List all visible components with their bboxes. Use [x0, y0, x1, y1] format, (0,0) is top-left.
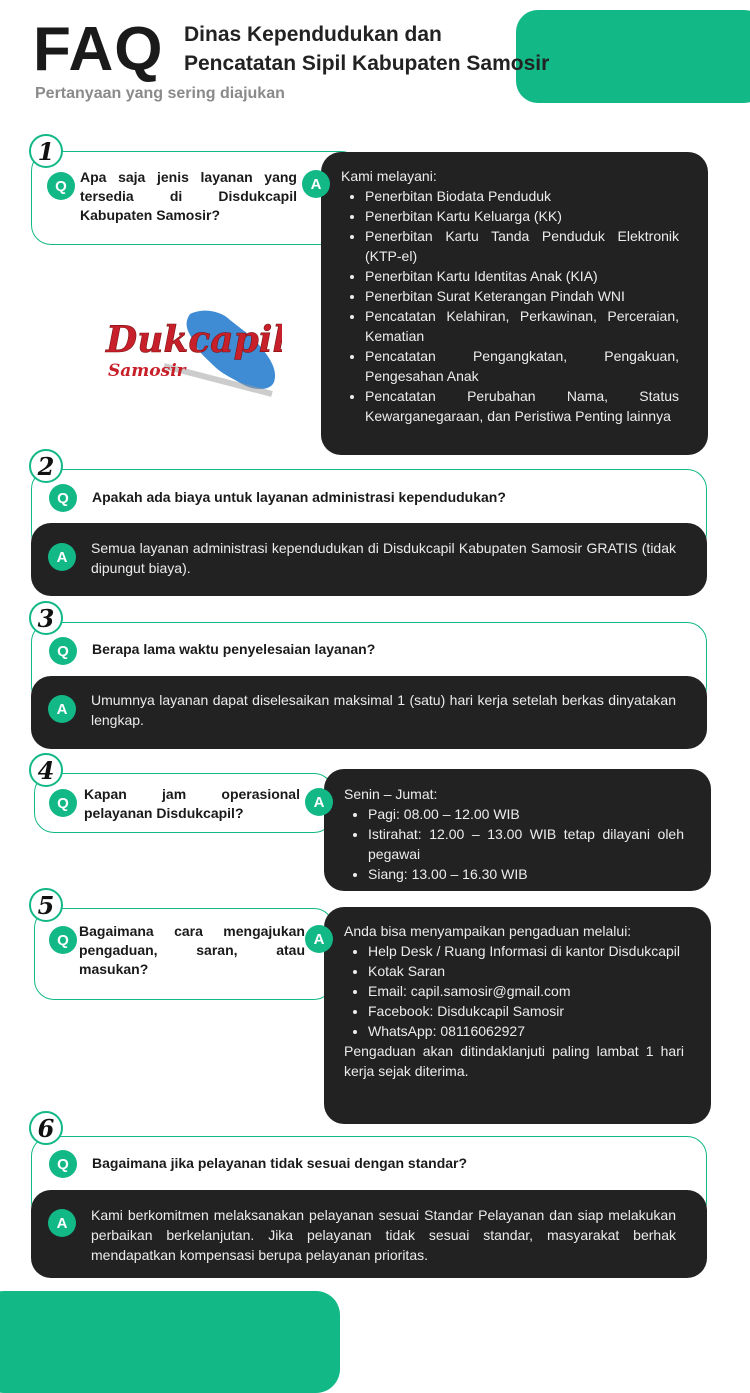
faq-3-question: Berapa lama waktu penyelesaian layanan? — [92, 641, 376, 657]
faq-5-number-icon: 5 — [29, 888, 63, 922]
list-item: • Pencatatan Pengangkatan, Pengakuan, Pengesahan Anak — [365, 346, 679, 386]
dukcapil-logo — [102, 306, 282, 398]
faq-6-question: Bagaimana jika pelayanan tidak sesuai dengan standar? — [92, 1155, 468, 1171]
faq-5-answer-list — [344, 941, 684, 1041]
faq-4-answer — [344, 784, 684, 884]
faq-2-answer: Semua layanan administrasi kependudukan di Disdukcapil Kabupaten Samosir GRATIS (tidak dipungut biaya). — [91, 540, 676, 576]
question-icon: Q — [49, 637, 77, 665]
faq-4-number-icon: 4 — [29, 753, 63, 787]
page-subtitle: Pertanyaan yang sering diajukan — [35, 85, 285, 102]
organization-name — [184, 20, 549, 78]
header-green-block — [516, 10, 750, 103]
faq-5-answer-intro: Anda bisa menyampaikan pengaduan melalui: — [344, 923, 632, 939]
list-item: • Pencatatan Perubahan Nama, Status Kewarganegaraan, dan Peristiwa Penting lainnya — [365, 386, 679, 426]
faq-6-answer: Kami berkomitmen melaksanakan pelayanan sesuai Standar Pelayanan dan siap melakukan perbaikan berkelanjutan. Jika pelayanan tidak sesuai standar, masyarakat berhak mendapatkan kompensasi berupa pelayanan prioritas. — [91, 1207, 676, 1263]
list-item: • Help Desk / Ruang Informasi di kantor Disdukcapil — [368, 941, 684, 961]
list-item: • WhatsApp: 08116062927 — [368, 1021, 684, 1041]
faq-4-answer-intro: Senin – Jumat: — [344, 786, 438, 802]
list-item: • Penerbitan Biodata Penduduk — [365, 186, 679, 206]
organization-name-line1: Dinas Kependudukan dan — [184, 23, 442, 46]
faq-2-number-icon: 2 — [29, 449, 63, 483]
faq-4-question: Kapan jam operasional pelayanan Disdukcapil? — [84, 786, 300, 821]
list-item: • Kotak Saran — [368, 961, 684, 981]
faq-2-question: Apakah ada biaya untuk layanan administrasi kependudukan? — [92, 489, 506, 505]
list-item: • Istirahat: 12.00 – 13.00 WIB tetap dilayani oleh pegawai — [368, 824, 684, 864]
answer-icon: A — [48, 1209, 76, 1237]
question-icon: Q — [49, 926, 77, 954]
faq-6-number-icon: 6 — [29, 1111, 63, 1145]
faq-1-question: Apa saja jenis layanan yang tersedia di Disdukcapil Kabupaten Samosir? — [80, 169, 297, 223]
question-icon: Q — [47, 172, 75, 200]
question-icon: Q — [49, 484, 77, 512]
answer-icon: A — [48, 543, 76, 571]
question-icon: Q — [49, 789, 77, 817]
faq-title: FAQ — [33, 15, 164, 84]
faq-3-answer: Umumnya layanan dapat diselesaikan maksimal 1 (satu) hari kerja setelah berkas dinyatakan lengkap. — [91, 692, 676, 728]
faq-1-answer-list — [341, 186, 679, 426]
list-item: • Penerbitan Surat Keterangan Pindah WNI — [365, 286, 679, 306]
answer-icon: A — [302, 170, 330, 198]
footer-green-block — [0, 1291, 340, 1393]
list-item: • Penerbitan Kartu Keluarga (KK) — [365, 206, 679, 226]
faq-5-question: Bagaimana cara mengajukan pengaduan, saran, atau masukan? — [79, 923, 305, 977]
question-icon: Q — [49, 1150, 77, 1178]
list-item: • Penerbitan Kartu Identitas Anak (KIA) — [365, 266, 679, 286]
answer-icon: A — [48, 695, 76, 723]
list-item: • Pencatatan Kelahiran, Perkawinan, Perceraian, Kematian — [365, 306, 679, 346]
list-item: • Email: capil.samosir@gmail.com — [368, 981, 684, 1001]
list-item: • Siang: 13.00 – 16.30 WIB — [368, 864, 684, 884]
faq-1-answer-intro: Kami melayani: — [341, 168, 437, 184]
faq-1-answer — [341, 166, 679, 426]
faq-1-number-icon: 1 — [29, 134, 63, 168]
faq-3-number-icon: 3 — [29, 601, 63, 635]
faq-5-answer — [344, 921, 684, 1081]
list-item: • Penerbitan Kartu Tanda Penduduk Elektronik (KTP-el) — [365, 226, 679, 266]
logo-text-samosir: Samosir — [108, 361, 186, 381]
list-item: • Facebook: Disdukcapil Samosir — [368, 1001, 684, 1021]
answer-icon: A — [305, 788, 333, 816]
faq-4-answer-list — [344, 804, 684, 884]
faq-5-answer-outro: Pengaduan akan ditindaklanjuti paling lambat 1 hari kerja sejak diterima. — [344, 1043, 684, 1079]
list-item: • Pagi: 08.00 – 12.00 WIB — [368, 804, 684, 824]
logo-text-dukcapil: Dukcapil — [106, 319, 282, 361]
organization-name-line2: Pencatatan Sipil Kabupaten Samosir — [184, 52, 550, 75]
dukcapil-logo-graphic — [102, 306, 282, 398]
answer-icon: A — [305, 925, 333, 953]
